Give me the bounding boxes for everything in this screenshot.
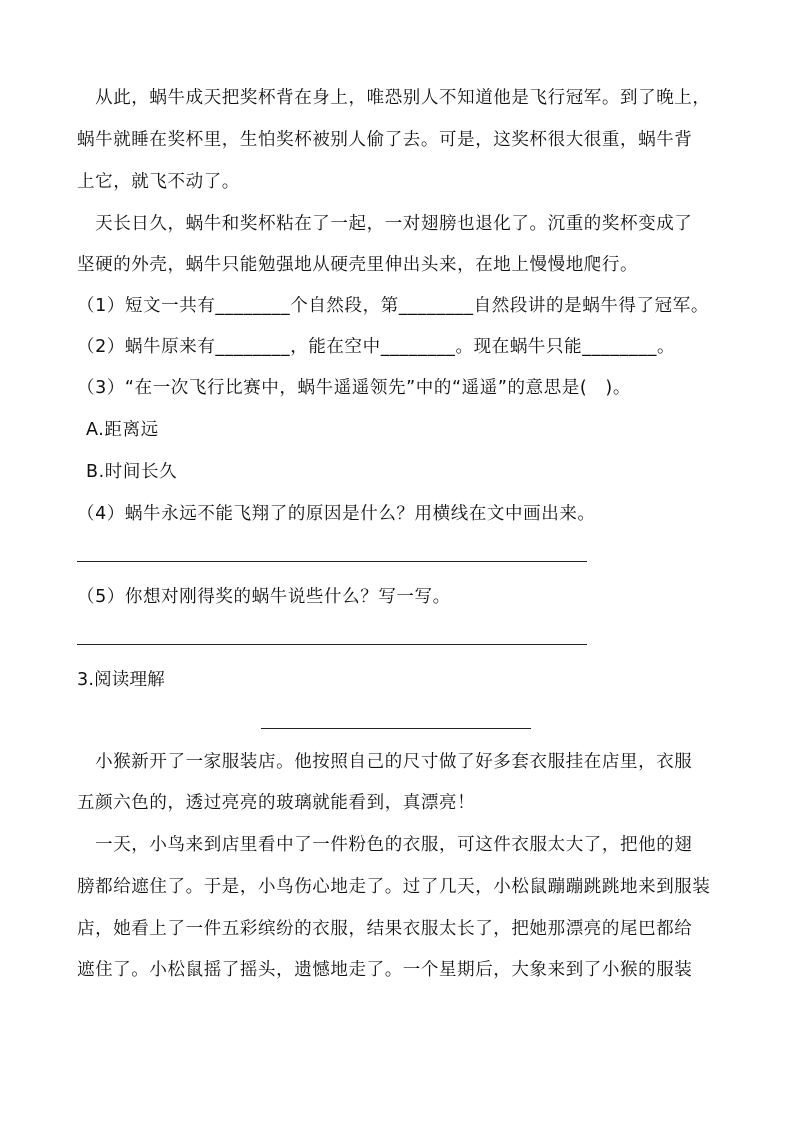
question-4: （4）蜗牛永远不能飞翔了的原因是什么？用横线在文中画出来。 xyxy=(77,504,596,524)
section-3-p2-line-2: 膀都给遮住了。于是，小鸟伤心地走了。过了几天，小松鼠蹦蹦跳跳地来到服装 xyxy=(77,877,711,897)
passage-p1-line-3: 上它，就飞不动了。 xyxy=(77,172,240,192)
passage-p2-line-1: 天长日久，蜗牛和奖杯粘在了一起，一对翅膀也退化了。沉重的奖杯变成了 xyxy=(77,214,693,234)
section-3-p2-line-4: 遮住了。小松鼠摇了摇头，遗憾地走了。一个星期后，大象来到了小猴的服装 xyxy=(77,960,693,980)
question-3-option-b: B.时间长久 xyxy=(86,462,178,482)
title-blank-line xyxy=(261,728,531,729)
passage-p1-line-2: 蜗牛就睡在奖杯里，生怕奖杯被别人偷了去。可是，这奖杯很大很重，蜗牛背 xyxy=(77,130,693,150)
question-1: （1）短文一共有________个自然段，第________自然段讲的是蜗牛得了冠军。 xyxy=(77,296,709,316)
answer-line-q5 xyxy=(77,644,587,645)
passage-p2-line-2: 坚硬的外壳，蜗牛只能勉强地从硬壳里伸出头来，在地上慢慢地爬行。 xyxy=(77,255,639,275)
question-5: （5）你想对刚得奖的蜗牛说些什么？写一写。 xyxy=(77,587,451,607)
question-3-option-a: A.距离远 xyxy=(86,420,159,440)
section-3-p2-line-1: 一天，小鸟来到店里看中了一件粉色的衣服，可这件衣服太大了，把他的翅 xyxy=(77,835,693,855)
section-3-p1-line-1: 小猴新开了一家服装店。他按照自己的尺寸做了好多套衣服挂在店里，衣服 xyxy=(77,752,693,772)
section-3-p1-line-2: 五颜六色的，透过亮亮的玻璃就能看到，真漂亮！ xyxy=(77,793,476,813)
question-2: （2）蜗牛原来有________，能在空中________。现在蜗牛只能________。 xyxy=(77,337,676,357)
answer-line-q4 xyxy=(77,561,587,562)
passage-p1-line-1: 从此，蜗牛成天把奖杯背在身上，唯恐别人不知道他是飞行冠军。到了晚上， xyxy=(77,88,711,108)
section-3-heading: 3.阅读理解 xyxy=(77,670,165,690)
section-3-p2-line-3: 店，她看上了一件五彩缤纷的衣服，结果衣服太长了，把她那漂亮的尾巴都给 xyxy=(77,919,693,939)
question-3: （3）“在一次飞行比赛中，蜗牛遥遥领先”中的“遥遥”的意思是( )。 xyxy=(77,378,631,398)
